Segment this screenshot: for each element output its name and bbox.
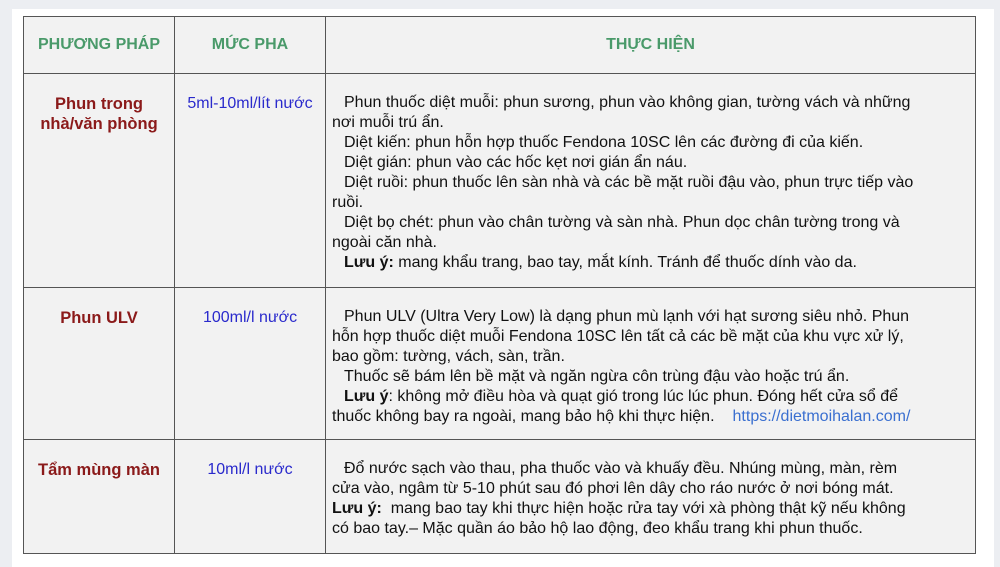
- website-link[interactable]: https://dietmoihalan.com/: [732, 408, 911, 425]
- procedure-cell: [326, 440, 976, 554]
- text-line: Diệt gián: phun vào các hốc kẹt nơi gián ẩn náu.: [344, 154, 688, 171]
- text-line: hỗn hợp thuốc diệt muỗi Fendona 10SC lên tất cả các bề mặt của khu vực xử lý,: [332, 328, 904, 345]
- procedure-cell: [326, 288, 976, 440]
- dose-cell: 100ml/l nước: [175, 288, 326, 440]
- text-line: Đổ nước sạch vào thau, pha thuốc vào và khuấy đều. Nhúng mùng, màn, rèm: [344, 460, 898, 477]
- note-label: Lưu ý:: [332, 500, 382, 517]
- text-line: Phun thuốc diệt muỗi: phun sương, phun vào không gian, tường vách và những: [344, 94, 911, 111]
- text-line: ruồi.: [332, 194, 364, 211]
- dose-cell: 10ml/l nước: [175, 440, 326, 554]
- dose-cell: 5ml-10ml/lít nước: [175, 74, 326, 288]
- note-line: [332, 387, 969, 407]
- text-line: Diệt bọ chét: phun vào chân tường và sàn nhà. Phun dọc chân tường trong và: [344, 214, 900, 231]
- table-row: [24, 440, 976, 554]
- header-procedure: THỰC HIỆN: [326, 17, 976, 74]
- header-dose: MỨC PHA: [175, 17, 326, 74]
- table-row: [24, 74, 976, 288]
- method-cell: Phun trong nhà/văn phòng: [24, 74, 175, 288]
- note-label: Lưu ý:: [344, 254, 394, 271]
- text-line: Diệt kiến: phun hỗn hợp thuốc Fendona 10SC lên các đường đi của kiến.: [344, 134, 864, 151]
- note-text: : không mở điều hòa và quạt gió trong lúc lúc phun. Đóng hết cửa sổ để: [388, 388, 899, 405]
- text-line: ngoài căn nhà.: [332, 234, 437, 251]
- note-label: Lưu ý: [344, 388, 389, 405]
- note-line: [332, 407, 969, 427]
- note-text: mang bao tay khi thực hiện hoặc rửa tay với xà phòng thật kỹ nếu không: [381, 500, 906, 517]
- method-cell: Phun ULV: [24, 288, 175, 440]
- note-line: có bao tay.– Mặc quần áo bảo hộ lao động, đeo khẩu trang khi phun thuốc.: [332, 520, 863, 537]
- text-line: bao gồm: tường, vách, sàn, trần.: [332, 348, 565, 365]
- text-line: cửa vào, ngâm từ 5-10 phút sau đó phơi lên dây cho ráo nước ở nơi bóng mát.: [332, 480, 894, 497]
- usage-table: [23, 16, 976, 554]
- table-row: [24, 288, 976, 440]
- note-text: mang khẩu trang, bao tay, mắt kính. Tránh để thuốc dính vào da.: [393, 254, 857, 271]
- procedure-cell: [326, 74, 976, 288]
- header-method: PHƯƠNG PHÁP: [24, 17, 175, 74]
- note-line: [332, 499, 969, 519]
- text-line: Phun ULV (Ultra Very Low) là dạng phun mù lạnh với hạt sương siêu nhỏ. Phun: [344, 308, 910, 325]
- note-text: thuốc không bay ra ngoài, mang bảo hộ khi thực hiện.: [332, 408, 715, 425]
- text-line: Thuốc sẽ bám lên bề mặt và ngăn ngừa côn trùng đậu vào hoặc trú ẩn.: [344, 368, 850, 385]
- text-line: nơi muỗi trú ẩn.: [332, 114, 444, 131]
- text-line: Diệt ruồi: phun thuốc lên sàn nhà và các bề mặt ruồi đậu vào, phun trực tiếp vào: [344, 174, 914, 191]
- note-line: [332, 253, 969, 273]
- table-header-row: [24, 17, 976, 74]
- method-cell: Tẩm mùng màn: [24, 440, 175, 554]
